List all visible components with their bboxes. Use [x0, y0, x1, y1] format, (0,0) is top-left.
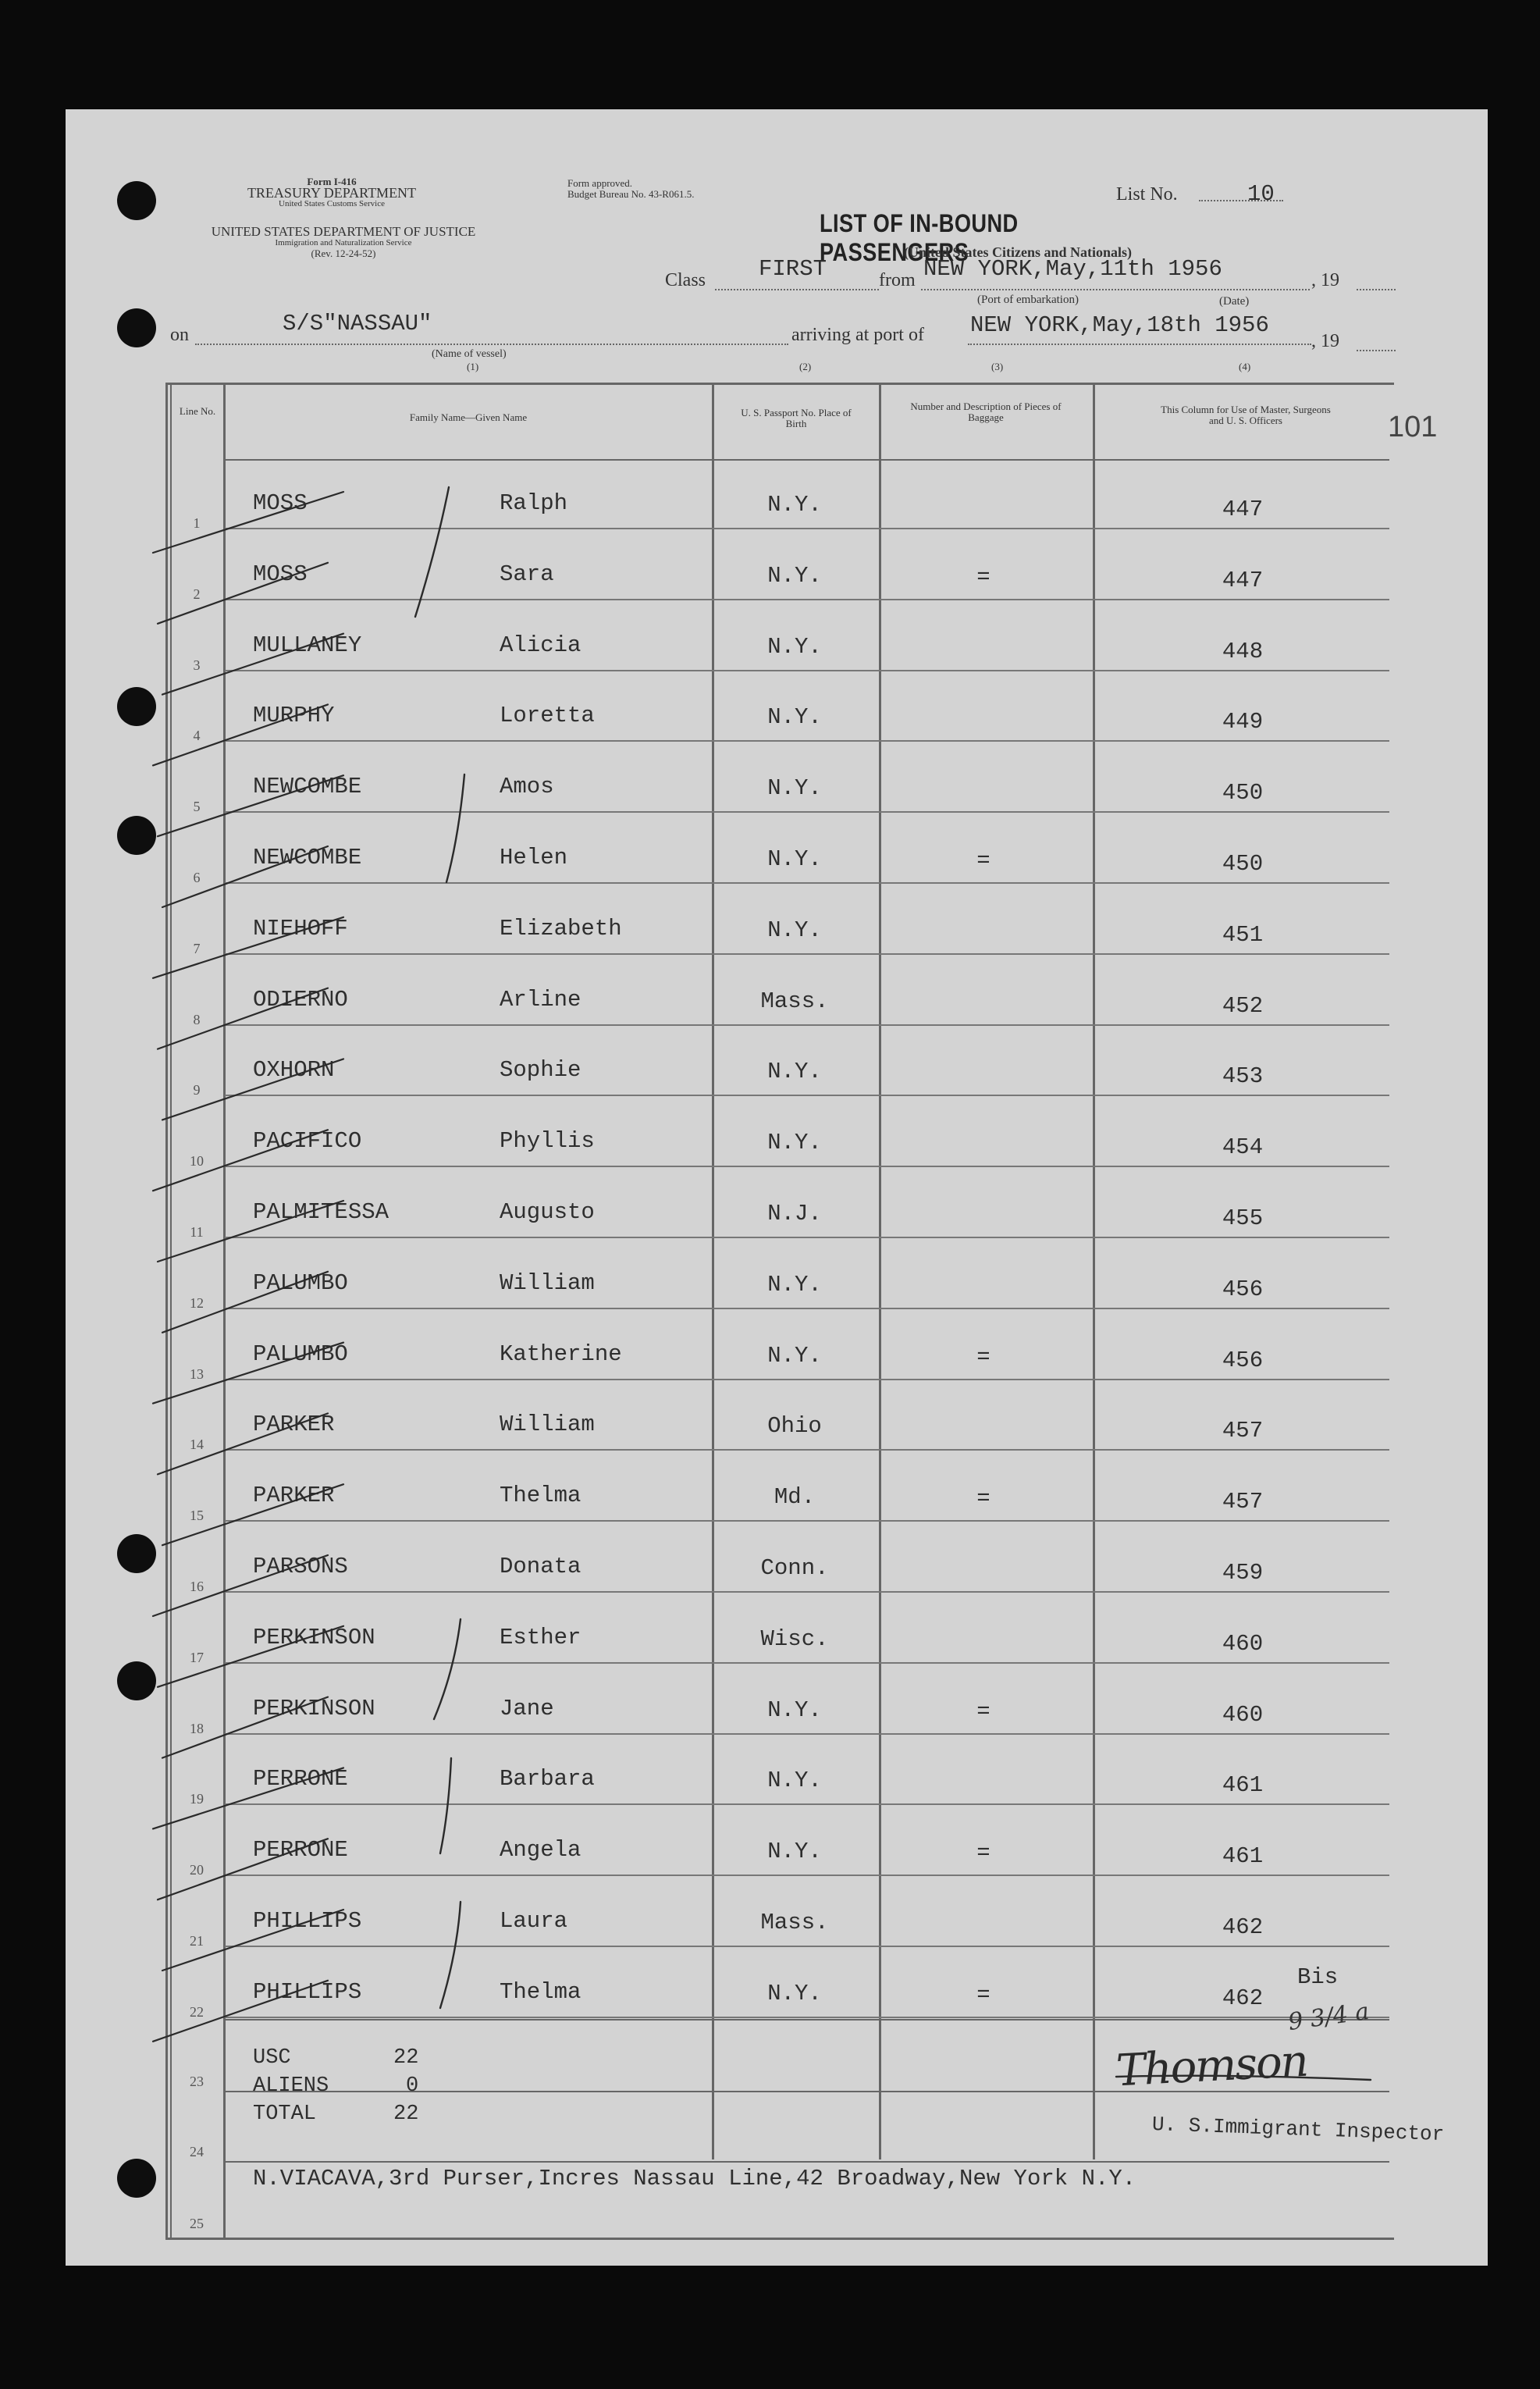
arriving-label: arriving at port of	[791, 325, 924, 345]
total-value: 22	[393, 2102, 419, 2126]
line-number: 6	[193, 870, 201, 885]
check-tick	[158, 563, 328, 624]
col-number-1: (1)	[467, 361, 479, 372]
baggage: =	[976, 1981, 991, 2008]
list-no-value: 10	[1247, 181, 1275, 207]
list-no-label: List No.	[1116, 184, 1178, 205]
place-of-birth: Mass.	[760, 988, 829, 1014]
baggage: =	[976, 1486, 991, 1512]
line-number: 12	[190, 1294, 204, 1311]
check-tick	[162, 1059, 343, 1120]
place-of-birth: Conn.	[760, 1555, 829, 1581]
baggage: =	[976, 848, 991, 874]
from-label: from	[879, 270, 916, 290]
on-label: on	[170, 325, 189, 345]
check-tick	[162, 634, 343, 695]
family-name: NIEHOFF	[253, 915, 348, 942]
arrival-value: NEW YORK,May,18th 1956	[970, 312, 1269, 338]
officer-number: 456	[1222, 1276, 1264, 1302]
given-name: Sophie	[500, 1057, 582, 1084]
header-line-no: Line No.	[179, 405, 216, 417]
family-name: PARSONS	[253, 1554, 348, 1579]
inspector-title: U. S.Immigrant Inspector	[1151, 2113, 1445, 2147]
line-number: 13	[190, 1365, 204, 1382]
check-tick	[162, 1272, 328, 1333]
baggage: =	[976, 1698, 991, 1725]
line-number: 22	[190, 2003, 204, 2020]
bis-annotation: Bis	[1297, 1964, 1339, 1990]
revision: (Rev. 12-24-52)	[311, 247, 376, 259]
given-name: Arline	[500, 986, 582, 1013]
family-name: PARKER	[253, 1483, 335, 1509]
family-name: PHILLIPS	[253, 1978, 362, 2005]
officer-number: 460	[1222, 1701, 1264, 1728]
check-tick	[162, 1910, 343, 1971]
col-number-3: (3)	[991, 361, 1004, 372]
line-number: 19	[190, 1791, 204, 1807]
check-tick	[153, 1555, 328, 1616]
line-number: 21	[190, 1933, 204, 1949]
officer-number: 460	[1222, 1630, 1264, 1657]
family-name: PERKINSON	[253, 1624, 375, 1650]
form-subtitle: (United States Citizens and Nationals)	[904, 244, 1133, 260]
line-number: 4	[193, 728, 201, 744]
family-name: PALUMBO	[253, 1340, 348, 1367]
line-number: 20	[190, 1862, 204, 1878]
class-value: FIRST	[759, 256, 827, 282]
family-name: ODIERNO	[253, 986, 348, 1013]
line-number: 8	[193, 1011, 201, 1027]
place-of-birth: N.Y.	[767, 775, 822, 802]
family-name: PALUMBO	[253, 1269, 348, 1296]
place-of-birth: Md.	[774, 1484, 816, 1511]
officer-number: 447	[1222, 567, 1264, 593]
officer-number: 457	[1222, 1418, 1264, 1444]
fraction-annotation: 9 3/4 a	[1286, 1997, 1371, 2037]
place-of-birth: N.J.	[767, 1201, 822, 1227]
line-number: 2	[193, 586, 201, 602]
check-tick	[158, 1413, 328, 1474]
form-approved: Form approved.	[567, 177, 633, 189]
line-number: 16	[190, 1579, 204, 1594]
check-tick	[158, 1626, 343, 1687]
place-of-birth: Ohio	[767, 1413, 822, 1440]
given-name: Laura	[500, 1908, 568, 1934]
line-number-23: 23	[190, 2074, 204, 2089]
line-number: 14	[190, 1437, 204, 1453]
family-name: MULLANEY	[253, 632, 362, 658]
total-label: TOTAL	[253, 2102, 317, 2126]
year-suffix-2: , 19	[1311, 331, 1339, 351]
form-number: Form I-416	[307, 176, 357, 187]
class-label: Class	[665, 270, 706, 290]
given-name: Katherine	[500, 1340, 622, 1367]
given-name: Loretta	[500, 703, 595, 729]
place-of-birth: N.Y.	[767, 1059, 822, 1085]
line-number: 9	[193, 1082, 201, 1098]
header-officers: This Column for Use of Master, Surgeons and U. S. Officers	[1161, 404, 1331, 426]
given-name: William	[500, 1269, 595, 1296]
place-of-birth: N.Y.	[767, 704, 822, 731]
header-baggage: Number and Description of Pieces of Baggage	[910, 401, 1062, 423]
date-label: (Date)	[1219, 295, 1250, 308]
given-name: Thelma	[500, 1483, 582, 1509]
family-name: PERRONE	[253, 1766, 348, 1793]
given-name: Amos	[500, 774, 554, 800]
customs-service: United States Customs Service	[279, 199, 385, 208]
check-tick	[158, 1839, 328, 1899]
line-number: 18	[190, 1720, 204, 1736]
place-of-birth: N.Y.	[767, 1342, 822, 1369]
family-name: PACIFICO	[253, 1128, 362, 1155]
form-title: LIST OF IN-BOUND PASSENGERS	[820, 209, 1019, 266]
officer-number: 456	[1222, 1347, 1264, 1373]
place-of-birth: N.Y.	[767, 1697, 822, 1723]
family-name: PERKINSON	[253, 1695, 375, 1721]
from-value: NEW YORK,May,11th 1956	[923, 256, 1222, 282]
port-embarkation-label: (Port of embarkation)	[977, 294, 1079, 306]
line-number: 15	[190, 1508, 204, 1524]
place-of-birth: Wisc.	[760, 1625, 829, 1652]
check-tick	[162, 846, 328, 907]
check-tick	[162, 1484, 343, 1545]
place-of-birth: N.Y.	[767, 492, 822, 518]
given-name: Helen	[500, 845, 568, 871]
check-tick	[153, 1130, 328, 1191]
header-name: Family Name—Given Name	[409, 411, 528, 423]
justice-dept: UNITED STATES DEPARTMENT OF JUSTICE	[211, 224, 476, 239]
place-of-birth: N.Y.	[767, 562, 822, 589]
given-name: Barbara	[500, 1766, 595, 1793]
given-name: Jane	[500, 1695, 554, 1721]
officer-number: 452	[1222, 992, 1264, 1019]
officer-number: 457	[1222, 1489, 1264, 1515]
officer-number: 449	[1222, 709, 1264, 735]
place-of-birth: Mass.	[760, 1910, 829, 1935]
col-number-4: (4)	[1239, 361, 1251, 372]
place-of-birth: N.Y.	[767, 1980, 822, 2006]
place-of-birth: N.Y.	[767, 1839, 822, 1865]
officer-number: 454	[1222, 1134, 1264, 1161]
check-tick	[153, 1343, 343, 1404]
check-tick	[153, 917, 343, 978]
officer-number: 455	[1222, 1205, 1264, 1231]
given-name: Angela	[500, 1837, 582, 1864]
given-name: Ralph	[500, 490, 568, 516]
baggage: =	[976, 1344, 991, 1370]
line-number: 1	[193, 515, 201, 531]
officer-number: 450	[1222, 851, 1264, 877]
line-number: 5	[193, 799, 201, 815]
family-name: NEWCOMBE	[253, 774, 362, 800]
family-name: PALMITESSA	[253, 1199, 389, 1225]
immigration-service: Immigration and Naturalization Service	[275, 238, 412, 247]
place-of-birth: N.Y.	[767, 633, 822, 660]
aliens-label: ALIENS	[253, 2074, 329, 2098]
place-of-birth: N.Y.	[767, 1271, 822, 1298]
baggage: =	[976, 1840, 991, 1867]
budget-bureau: Budget Bureau No. 43-R061.5.	[567, 188, 695, 200]
family-name: MOSS	[253, 561, 308, 587]
vessel-label: (Name of vessel)	[432, 348, 507, 360]
officer-number: 462	[1222, 1985, 1264, 2011]
line-number: 3	[193, 657, 201, 673]
check-tick	[153, 492, 343, 553]
header-passport: U. S. Passport No. Place of Birth	[741, 407, 852, 429]
line-number-25: 25	[190, 2216, 204, 2231]
usc-value: 22	[393, 2046, 419, 2070]
col-number-2: (2)	[799, 361, 812, 372]
family-name: PHILLIPS	[253, 1908, 362, 1934]
given-name: William	[500, 1412, 595, 1438]
family-name: NEWCOMBE	[253, 845, 362, 871]
check-tick	[162, 1697, 328, 1758]
usc-label: USC	[253, 2046, 291, 2070]
check-tick	[158, 1201, 343, 1262]
line-number: 11	[190, 1224, 204, 1240]
officer-number: 451	[1222, 921, 1264, 948]
check-tick	[153, 704, 328, 765]
officer-number: 459	[1222, 1560, 1264, 1586]
officer-number: 461	[1222, 1772, 1264, 1799]
given-name: Sara	[500, 561, 554, 587]
aliens-value: 0	[406, 2074, 419, 2098]
given-name: Phyllis	[500, 1128, 595, 1155]
given-name: Alicia	[500, 632, 582, 658]
place-of-birth: N.Y.	[767, 1768, 822, 1794]
officer-number: 450	[1222, 780, 1264, 806]
officer-number: 462	[1222, 1914, 1264, 1940]
given-name: Donata	[500, 1554, 582, 1579]
year-suffix-1: , 19	[1311, 270, 1339, 290]
family-name: MOSS	[253, 490, 308, 516]
page-number: 101	[1388, 411, 1438, 443]
officer-number: 448	[1222, 638, 1264, 664]
treasury-dept: TREASURY DEPARTMENT	[247, 185, 417, 201]
family-name: PERRONE	[253, 1837, 348, 1864]
vessel-name: S/S"NASSAU"	[283, 311, 432, 336]
check-tick	[158, 988, 328, 1049]
line-number: 7	[193, 940, 201, 956]
baggage: =	[976, 564, 991, 590]
line-number-24: 24	[190, 2144, 204, 2159]
family-name: MURPHY	[253, 703, 335, 729]
place-of-birth: N.Y.	[767, 846, 822, 872]
line-number: 10	[190, 1153, 204, 1170]
officer-number: 447	[1222, 497, 1264, 522]
given-name: Elizabeth	[500, 915, 622, 942]
officer-number: 453	[1222, 1063, 1264, 1090]
line-number: 17	[190, 1649, 204, 1665]
check-tick	[153, 1768, 343, 1828]
check-tick	[158, 775, 343, 836]
check-tick	[153, 1981, 328, 2042]
given-name: Esther	[500, 1624, 582, 1650]
officer-number: 461	[1222, 1843, 1264, 1870]
purser-line: N.VIACAVA,3rd Purser,Incres Nassau Line,42 Broadway,New York N.Y.	[253, 2166, 1136, 2191]
given-name: Augusto	[500, 1199, 595, 1225]
place-of-birth: N.Y.	[767, 917, 822, 943]
place-of-birth: N.Y.	[767, 1130, 822, 1156]
given-name: Thelma	[500, 1978, 582, 2005]
family-name: OXHORN	[253, 1057, 335, 1084]
family-name: PARKER	[253, 1412, 335, 1438]
inspector-signature: Thomson	[1115, 2035, 1309, 2097]
